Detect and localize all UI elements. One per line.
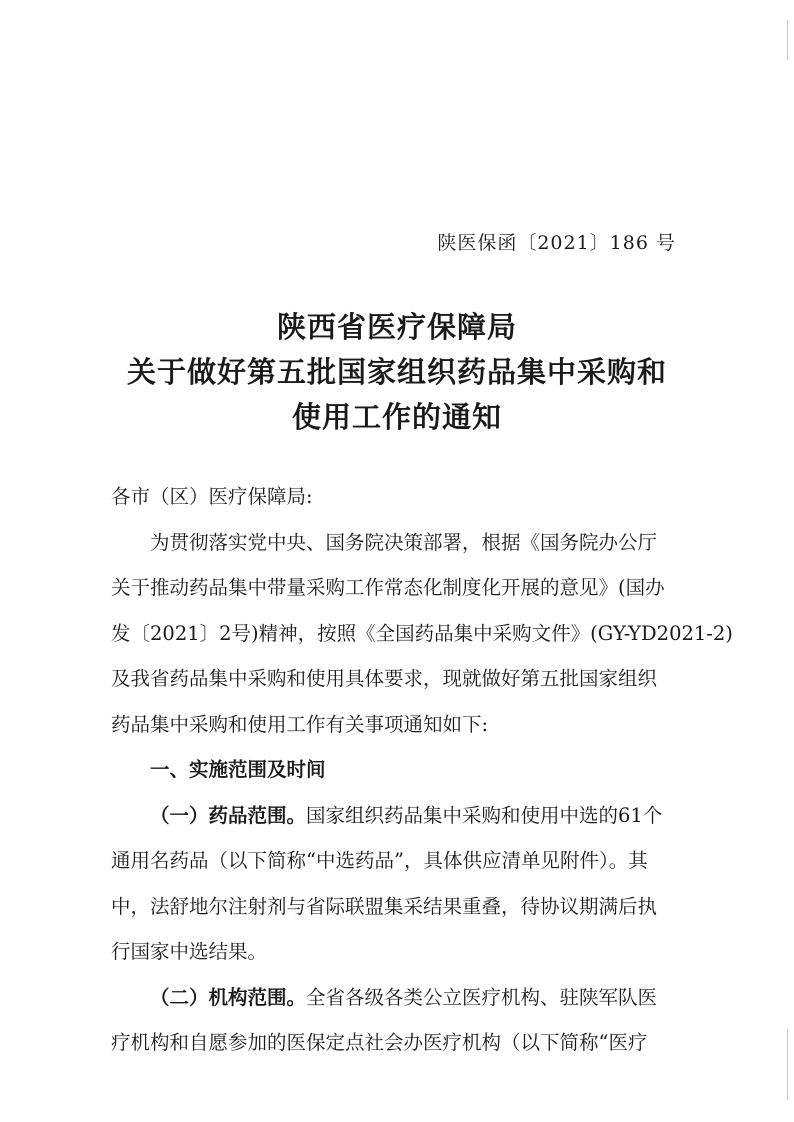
- item-1-line-4: 行国家中选结果。: [111, 940, 268, 963]
- section-1-heading: 一、实施范围及时间: [150, 758, 326, 781]
- item-1-line-3: 中，法舒地尔注射剂与省际联盟集采结果重叠，待协议期满后执: [111, 894, 658, 918]
- item-1-lead: （一）药品范围。: [150, 803, 307, 827]
- document-title-line-1: 陕西省医疗保障局: [276, 310, 517, 344]
- document-body: [111, 474, 733, 1066]
- item-1-line-2: 通用名药品（以下简称“中选药品”，具体供应清单见附件）。其: [111, 849, 648, 872]
- paragraph-1-line-3: 发〔2021〕2号)精神，按照《全国药品集中采购文件》(GY-YD2021-2): [111, 621, 733, 645]
- paragraph-1-line-2: 关于推动药品集中带量采购工作常态化制度化开展的意见》(国办: [111, 576, 665, 599]
- document-title-line-3: 使用工作的通知: [291, 400, 502, 434]
- salutation: 各市（区）医疗保障局:: [111, 485, 313, 508]
- paragraph-1-line-4: 及我省药品集中采购和使用具体要求，现就做好第五批国家组织: [111, 667, 658, 690]
- document-title-line-2: 关于做好第五批国家组织药品集中采购和: [126, 355, 667, 389]
- paragraph-1-line-1: 为贯彻落实党中央、国务院决策部署，根据《国务院办公厅: [150, 530, 658, 554]
- scan-edge-mark: [787, 20, 788, 60]
- item-1-line-1: [111, 793, 691, 839]
- scan-edge-mark: [787, 1030, 788, 1100]
- item-2-line-1: [111, 975, 691, 1021]
- document-number: 陕医保函〔2021〕186 号: [437, 232, 676, 254]
- item-2-line-1-text: 全省各级各类公立医疗机构、驻陕军队医: [306, 985, 658, 1009]
- item-2-lead: （二）机构范围。: [150, 985, 307, 1009]
- item-1-line-1-text: 国家组织药品集中采购和使用中选的61个: [306, 803, 663, 827]
- item-2-line-2: 疗机构和自愿参加的医保定点社会办医疗机构（以下简称“医疗: [111, 1031, 648, 1054]
- paragraph-1-line-5: 药品集中采购和使用工作有关事项通知如下:: [111, 712, 489, 736]
